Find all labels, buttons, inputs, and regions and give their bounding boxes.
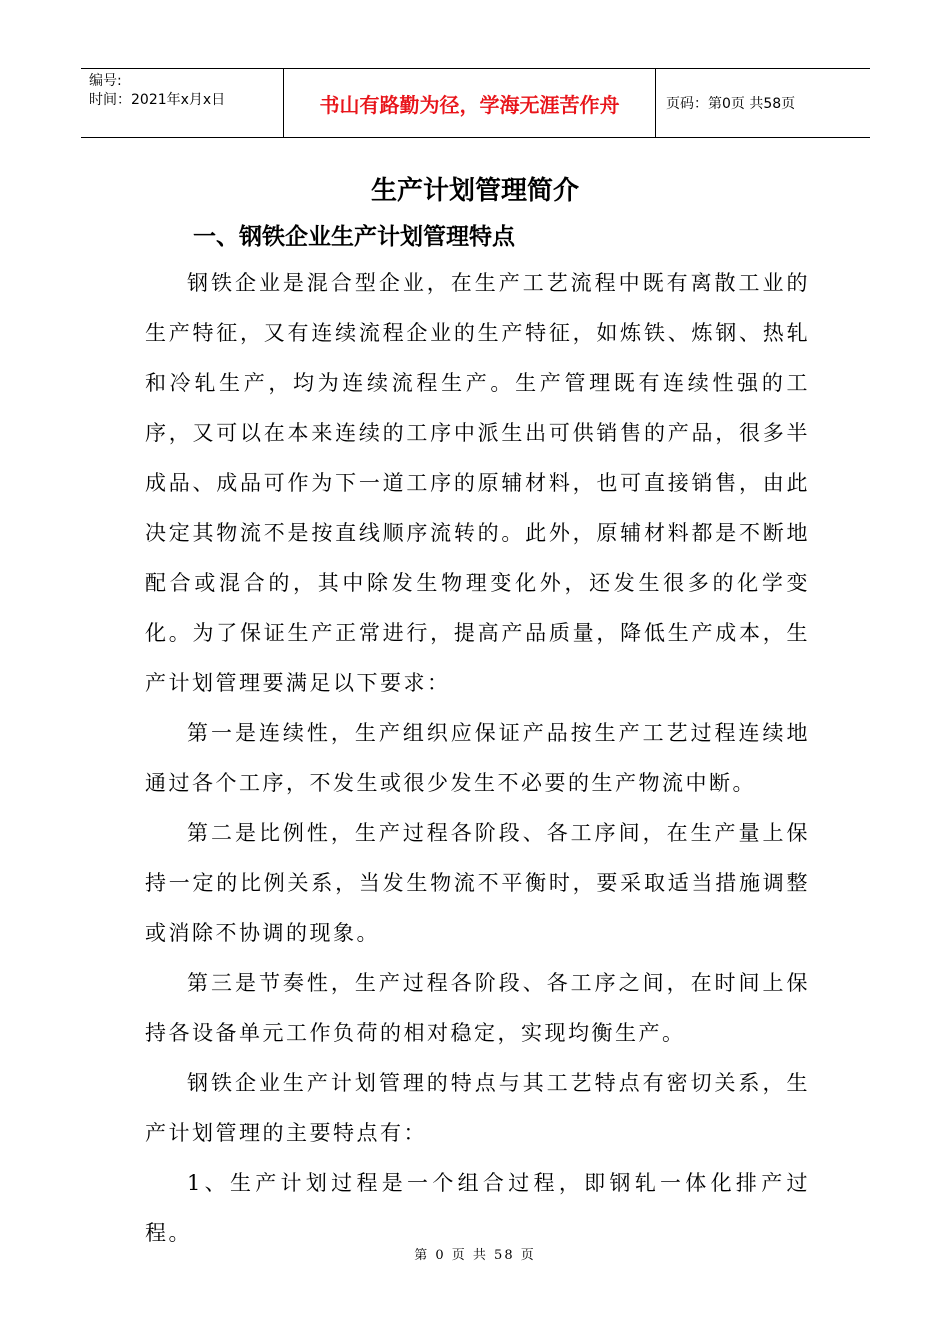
body-text	[145, 258, 810, 1258]
header-info-cell	[81, 69, 283, 137]
paragraph: 第二是比例性，生产过程各阶段、各工序间，在生产量上保持一定的比例关系，当发生物流不平衡时，要采取适当措施调整或消除不协调的现象。	[145, 821, 810, 945]
date-label: 时间：2021年x月x日	[89, 92, 226, 108]
paragraph: 第三是节奏性，生产过程各阶段、各工序之间，在时间上保持各设备单元工作负荷的相对稳定，实现均衡生产。	[145, 971, 810, 1045]
paragraph: 钢铁企业生产计划管理的特点与其工艺特点有密切关系，生产计划管理的主要特点有：	[145, 1071, 810, 1145]
number-label: 编号:	[89, 73, 122, 89]
motto-cell	[283, 69, 656, 137]
paragraph: 钢铁企业是混合型企业，在生产工艺流程中既有离散工业的生产特征，又有连续流程企业的生产特征，如炼铁、炼钢、热轧和冷轧生产，均为连续流程生产。生产管理既有连续性强的工序，又可以在本来连续的工序中派生出可供销售的产品，很多半成品、成品可作为下一道工序的原辅材料，也可直接销售，由此决定其物流不是按直线顺序流转的。此外，原辅材料都是不断地配合或混合的，其中除发生物理变化外，还发生很多的化学变化。为了保证生产正常进行，提高产品质量，降低生产成本，生产计划管理要满足以下要求：	[145, 271, 810, 695]
page-code-cell	[656, 69, 870, 137]
paragraph: 1、生产计划过程是一个组合过程，即钢轧一体化排产过程。	[145, 1171, 810, 1245]
document-header-table	[81, 68, 870, 138]
motto-text: 书山有路勤为径，学海无涯苦作舟	[319, 92, 620, 117]
page-footer: 第 0 页 共 58 页	[414, 1248, 536, 1263]
page-code-text: 页码：第0页 共58页	[666, 96, 796, 112]
paragraph: 第一是连续性，生产组织应保证产品按生产工艺过程连续地通过各个工序，不发生或很少发生不必要的生产物流中断。	[145, 721, 810, 795]
document-title: 生产计划管理简介	[370, 176, 579, 206]
section-heading: 一、钢铁企业生产计划管理特点	[193, 224, 515, 250]
